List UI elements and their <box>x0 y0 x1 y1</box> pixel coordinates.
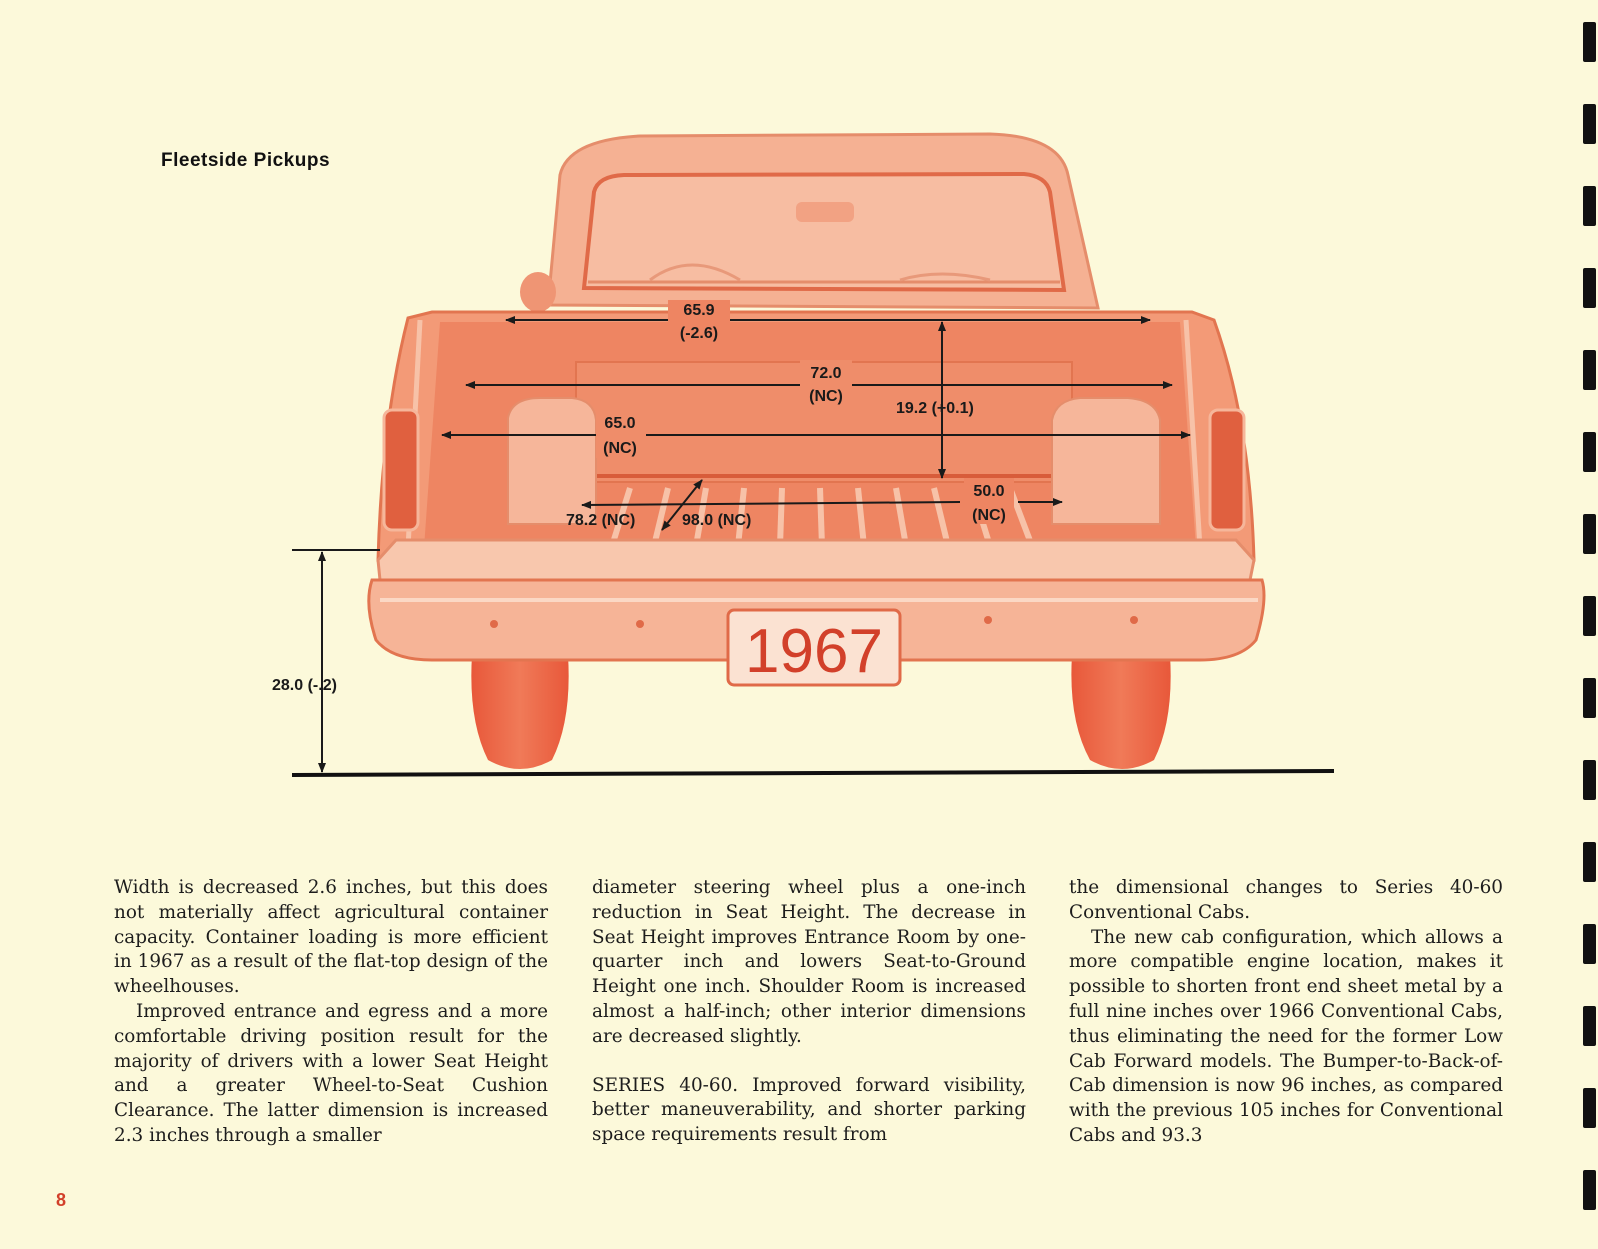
rear-window <box>584 174 1064 290</box>
text-column-2 <box>592 876 1026 1148</box>
inner-width-change: (NC) <box>809 388 843 405</box>
top-width-change: (-2.6) <box>679 325 719 342</box>
section-title: Fleetside Pickups <box>161 150 331 171</box>
tailgate <box>378 540 1254 580</box>
col2-paragraph-2: SERIES 40-60. Improved forward visibility, better maneuverability, and shorter parking space requirements result from <box>592 1074 1026 1146</box>
plate-text: 1967 <box>745 617 883 686</box>
col1-paragraph-1: Width is decreased 2.6 inches, but this does not materially affect agricultural container capacity. Container loading is more efficient in 1967 as a result of the flat-top design of the wheelhouses. <box>114 877 548 998</box>
col1-paragraph-2: Improved entrance and egress and a more comfortable driving position result for the majority of drivers with a lower Seat Height and a greater Wheel-to-Seat Cushion Clearance. The latter dimension is increased 2.3 inches through a smaller <box>114 1000 548 1146</box>
wheelhouse-width-change: (NC) <box>603 440 637 457</box>
right-tire <box>1071 655 1170 769</box>
page-number: 8 <box>56 1190 67 1210</box>
text-column-1 <box>114 876 548 1149</box>
depth-label: 19.2 (+0.1) <box>896 400 974 417</box>
left-tire <box>471 655 568 769</box>
top-width-value: 65.9 <box>683 302 715 319</box>
bed-length-long: 98.0 (NC) <box>682 512 752 529</box>
text-column-3 <box>1069 876 1503 1149</box>
ground-line <box>292 771 1334 775</box>
right-wheelhouse <box>1052 398 1160 524</box>
col3-paragraph-1: the dimensional changes to Series 40-60 Conventional Cabs. <box>1069 877 1503 923</box>
wheelhouse-width-value: 65.0 <box>604 415 636 432</box>
col2-paragraph-1: diameter steering wheel plus a one-inch reduction in Seat Height. The decrease in Seat Height improves Entrance Room by one-quarter inch and lowers Seat-to-Ground Height one inch. Shoulder Room is increased almost a half-inch; other interior dimensions are decreased slightly. <box>592 877 1026 1047</box>
col3-paragraph-2: The new cab configuration, which allows a more compatible engine location, makes it possible to shorten front end sheet metal by a full nine inches over 1966 Conventional Cabs, thus eliminating the need for the former Low Cab Forward models. The Bumper-to-Back-of-Cab dimension is now 96 inches, as compared with the previous 105 inches for Conventional Cabs and 93.3 <box>1069 926 1503 1146</box>
inner-width-value: 72.0 <box>810 365 842 382</box>
bed-length-short: 78.2 (NC) <box>566 512 636 529</box>
binding-marks <box>1583 0 1598 1249</box>
loading-height-label: 28.0 (-.2) <box>272 677 337 694</box>
floor-value: 50.0 <box>973 483 1005 500</box>
floor-change: (NC) <box>972 507 1006 524</box>
